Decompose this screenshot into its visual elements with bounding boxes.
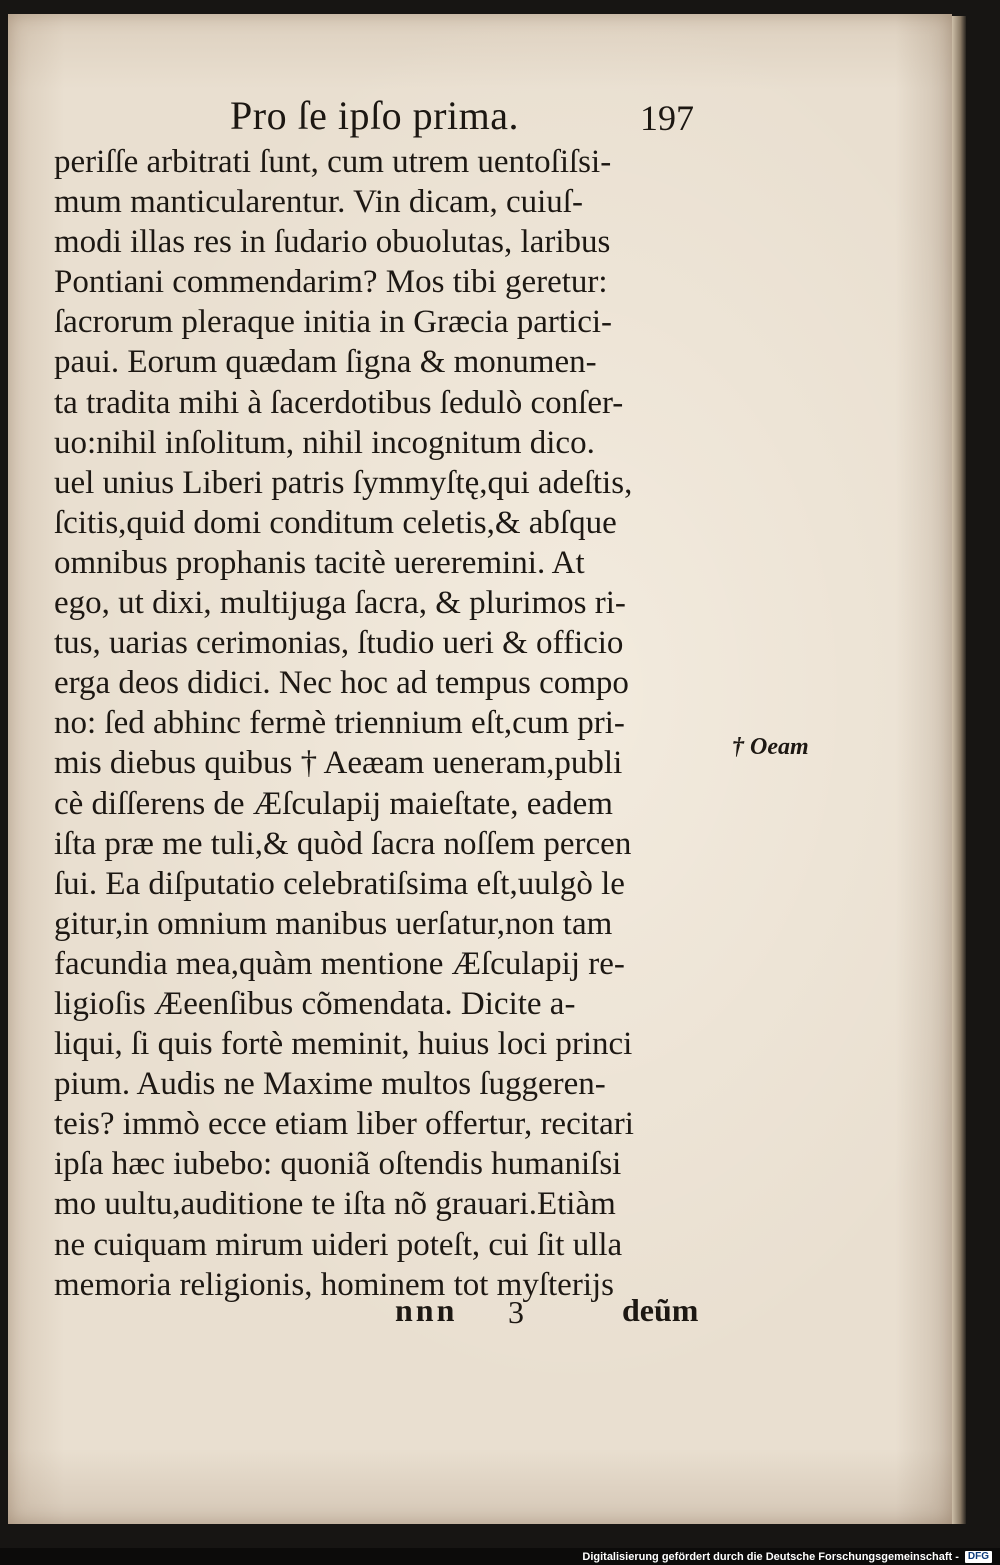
text-line: tus, uarias cerimonias, ſtudio ueri & officio xyxy=(54,625,624,662)
text-line: ſcitis,quid domi conditum celetis,& abſque xyxy=(54,504,617,541)
credit-text: Digitalisierung gefördert durch die Deutsche Forschungsgemeinschaft - xyxy=(582,1551,959,1563)
digitization-credit xyxy=(582,1549,992,1565)
text-line: uo:nihil inſolitum, nihil incognitum dico. xyxy=(54,424,595,461)
text-line: ſui. Ea diſputatio celebratiſsima eſt,uulgò le xyxy=(54,865,625,902)
dfg-logo: DFG xyxy=(965,1551,992,1563)
text-line: facundia mea,quàm mentione Æſculapij re- xyxy=(54,945,625,982)
running-head: Pro ſe ipſo prima. xyxy=(230,93,519,138)
body-text xyxy=(54,142,724,1305)
text-line: paui. Eorum quædam ſigna & monumen- xyxy=(54,344,597,381)
text-line: Pontiani commendarim? Mos tibi geretur: xyxy=(54,264,608,301)
text-line: gitur,in omnium manibus uerſatur,non tam xyxy=(54,905,613,942)
text-line: omnibus prophanis tacitè uereremini. At xyxy=(54,544,585,581)
text-line: no: ſed abhinc fermè triennium eſt,cum pri- xyxy=(54,705,625,742)
signature-number: 3 xyxy=(508,1294,524,1330)
signature-mark: nnn xyxy=(395,1292,458,1328)
text-line: iſta præ me tuli,& quòd ſacra noſſem percen xyxy=(54,825,632,862)
text-line: memoria religionis, hominem tot myſterijs xyxy=(54,1266,615,1303)
text-line: liqui, ſi quis fortè meminit, huius loci princi xyxy=(54,1026,633,1063)
text-line: ego, ut dixi, multijuga ſacra, & plurimos ri- xyxy=(54,585,626,622)
text-line: ipſa hæc iubebo: quoniã oſtendis humaniſsi xyxy=(54,1146,622,1183)
catchword: deũm xyxy=(622,1292,699,1328)
text-line: mo uultu,auditione te iſta nõ grauari.Etiàm xyxy=(54,1186,616,1223)
text-line: ſacrorum pleraque initia in Græcia partici- xyxy=(54,304,613,341)
text-line: pium. Audis ne Maxime multos ſuggeren- xyxy=(54,1066,606,1103)
page-edge xyxy=(952,16,966,1524)
text-line: periſſe arbitrati ſunt, cum utrem uentoſiſsi- xyxy=(54,144,612,180)
text-line: uel unius Liberi patris ſymmyſtę,qui adeſtis, xyxy=(54,464,633,501)
text-line: erga deos didici. Nec hoc ad tempus compo xyxy=(54,665,629,702)
text-line: modi illas res in ſudario obuolutas, laribus xyxy=(54,224,611,261)
text-line: mis diebus quibus † Aeæam ueneram,publi xyxy=(54,745,623,782)
page-footer xyxy=(395,1290,725,1334)
margin-note: † Oeam xyxy=(732,734,809,760)
text-line: ne cuiquam mirum uideri poteſt, cui ſit ulla xyxy=(54,1226,623,1263)
page-header xyxy=(230,92,730,144)
text-line: teis? immò ecce etiam liber offertur, recitari xyxy=(54,1106,634,1143)
text-line: cè diſſerens de Æſculapij maieſtate, eadem xyxy=(54,785,613,822)
text-line: ta tradita mihi à ſacerdotibus ſedulò conſer- xyxy=(54,384,624,421)
page-number: 197 xyxy=(640,98,694,138)
text-line: mum manticularentur. Vin dicam, cuiuſ- xyxy=(54,184,583,221)
text-line: ligioſis Æeenſibus cõmendata. Dicite a- xyxy=(54,985,576,1022)
